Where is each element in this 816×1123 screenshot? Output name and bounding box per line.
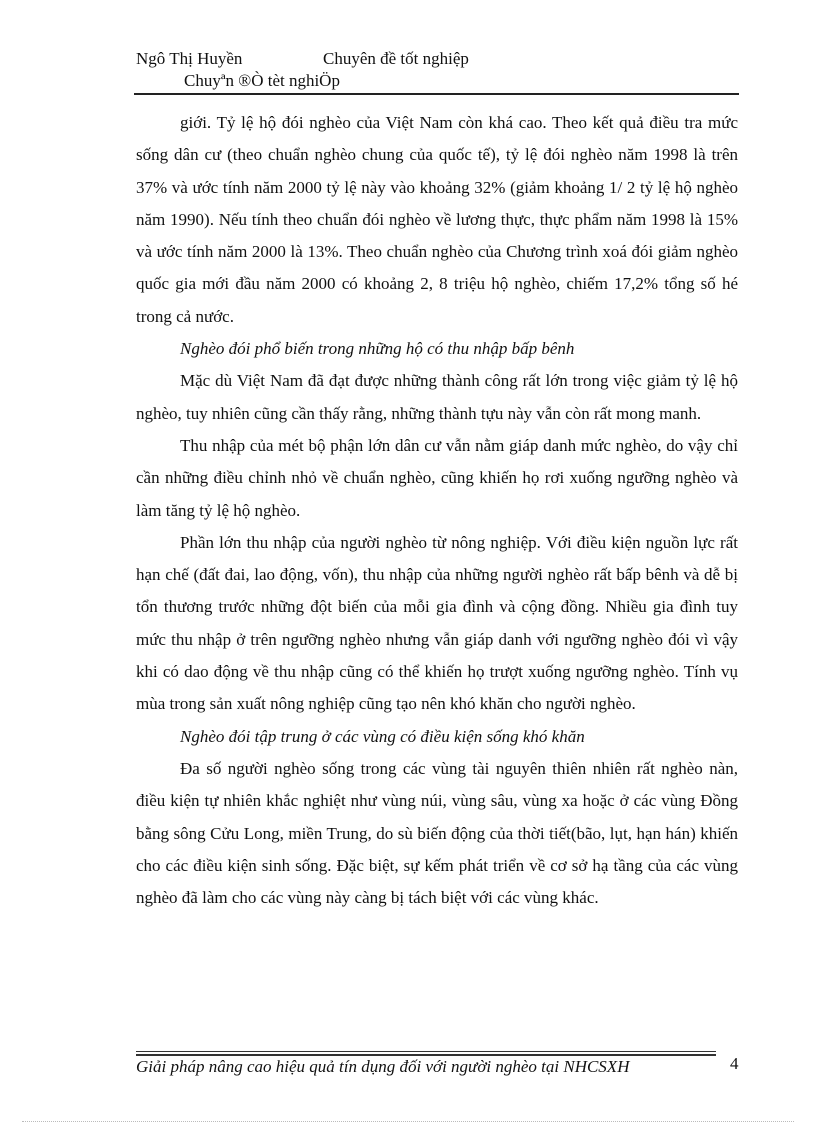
footer-divider-thick [136, 1054, 716, 1056]
page-bottom-border [22, 1121, 794, 1122]
paragraph: Thu nhập của mét bộ phận lớn dân cư vẫn nằm giáp danh mức nghèo, do vậy chỉ cần những điều chỉnh nhỏ về chuẩn nghèo, cũng khiến họ rơi xuống ngưỡng nghèo và làm tăng tỷ lệ hộ nghèo. [136, 435, 738, 520]
section-heading: Nghèo đói phổ biến trong những hộ có thu nhập bấp bênh [180, 339, 575, 359]
footer-divider-thin [136, 1051, 716, 1052]
page-footer [136, 1057, 756, 1077]
paragraph: giới. Tỷ lệ hộ đói nghèo của Việt Nam còn khá cao. Theo kết quả điều tra mức sống dân cư (theo chuẩn nghèo chung của quốc tế), tỷ lệ đói nghèo năm 1998 là trên 37% và ước tính năm 2000 tỷ lệ này vào khoảng 32% (giảm khoảng 1/ 2 tỷ lệ hộ nghèo năm 1990). Nếu tính theo chuẩn đói nghèo về lương thực, thực phẩm năm 1998 là 15% và ước tính năm 2000 là 13%. Theo chuẩn nghèo của Chương trình xoá đói giảm nghèo quốc gia mới đầu năm 2000 có khoảng 2, 8 triệu hộ nghèo, chiếm 17,2% tổng số hé trong cả nước. [136, 113, 738, 326]
paragraph: Đa số người nghèo sống trong các vùng tài nguyên thiên nhiên rất nghèo nàn, điều kiện tự nhiên khắc nghiệt như vùng núi, vùng sâu, vùng xa hoặc ở các vùng Đồng bằng sông Cửu Long, miền Trung, do sù biến động của thời tiết(bão, lụt, hạn hán) khiến cho các điều kiện sinh sống. Đặc biệt, sự kếm phát triển về cơ sở hạ tầng của các vùng nghèo đã làm cho các vùng này càng bị tách biệt với các vùng khác. [136, 758, 738, 908]
document-body [136, 107, 738, 914]
footer-title: Giải pháp nâng cao hiệu quả tín dụng đối với người nghèo tại NHCSXH [136, 1057, 630, 1076]
header-subject-garbled: Chuyªn ®Ò tèt nghiÖp [184, 71, 340, 90]
page-header [136, 48, 736, 92]
paragraph: Mặc dù Việt Nam đã đạt được những thành công rất lớn trong việc giảm tỷ lệ hộ nghèo, tuy nhiên cũng cần thấy rằng, những thành tựu này vẫn còn rất mong manh. [136, 371, 738, 423]
header-subject: Chuyên đề tốt nghiệp [323, 49, 469, 68]
paragraph: Phần lớn thu nhập của người nghèo từ nông nghiệp. Với điều kiện nguồn lực rất hạn chế (đất đai, lao động, vốn), thu nhập của những người nghèo rất bấp bênh và dễ bị tổn thương trước những đột biến của mỗi gia đình và cộng đồng. Nhiều gia đình tuy mức thu nhập ở trên ngưỡng nghèo nhưng vẫn giáp danh với ngưỡng nghèo đói vì vậy khi có dao động về thu nhập cũng có thể khiến họ trượt xuống ngưỡng nghèo. Tính vụ mùa trong sản xuất nông nghiệp cũng tạo nên khó khăn cho người nghèo. [136, 532, 738, 714]
header-divider [134, 93, 739, 95]
header-author: Ngô Thị Huyền [136, 49, 243, 68]
section-heading: Nghèo đói tập trung ở các vùng có điều kiện sống khó khăn [180, 726, 585, 746]
page-number: 4 [730, 1054, 739, 1073]
